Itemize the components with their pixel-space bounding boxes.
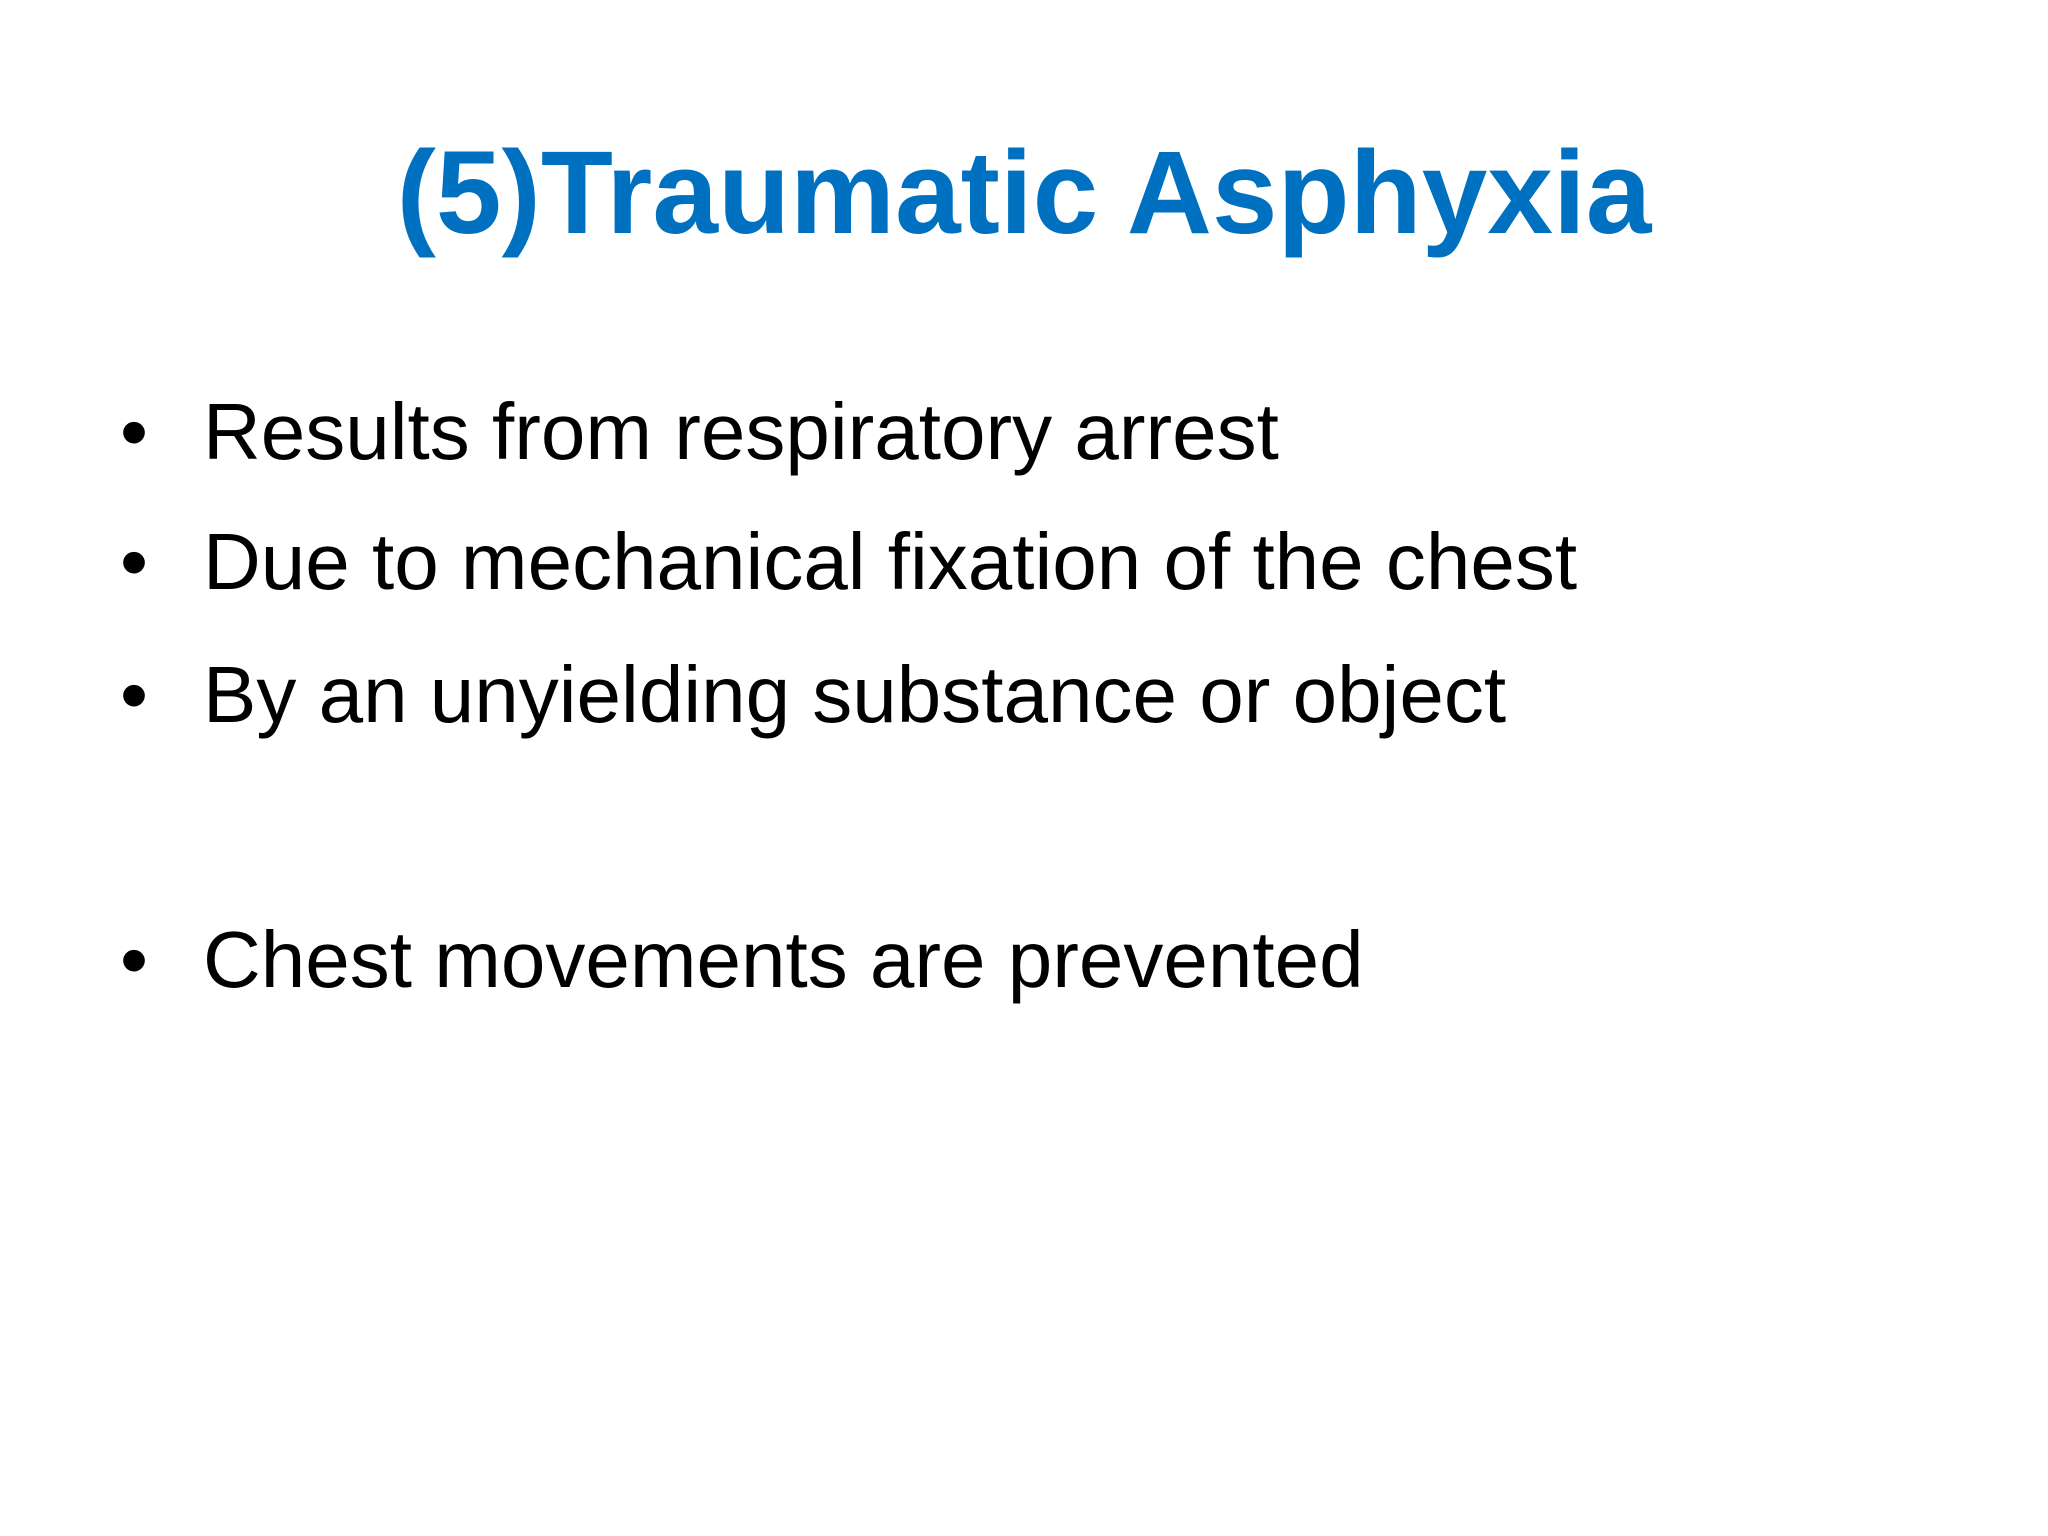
bullet-item — [120, 640, 2000, 750]
bullet-text: Due to mechanical fixation of the chest — [203, 517, 1578, 606]
bullet-item — [120, 905, 2000, 1015]
bullet-dot-icon: • — [120, 650, 149, 739]
bullet-item — [120, 377, 2000, 487]
bullet-dot-icon: • — [120, 517, 149, 606]
bullet-text: Chest movements are prevented — [203, 915, 1364, 1004]
bullet-text: Results from respiratory arrest — [203, 387, 1279, 476]
bullet-dot-icon: • — [120, 915, 149, 1004]
slide-title: (5)Traumatic Asphyxia — [396, 127, 1652, 259]
bullet-text: By an unyielding substance or object — [203, 650, 1507, 739]
bullet-item — [120, 507, 2000, 617]
bullet-dot-icon: • — [120, 387, 149, 476]
